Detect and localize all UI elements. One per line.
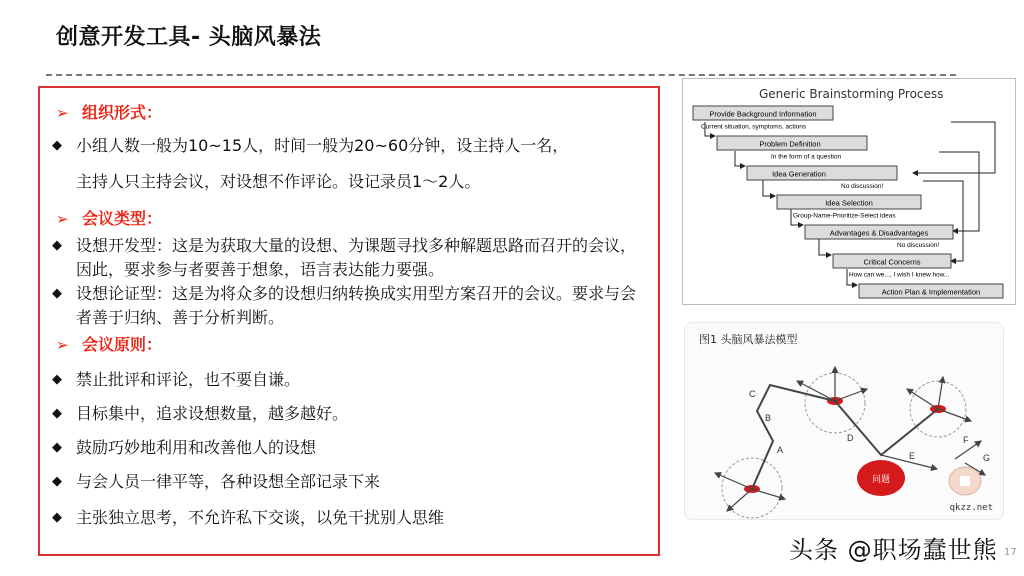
path-letter: A (777, 445, 784, 455)
step-note: How can we..., I wish I knew how... (849, 271, 950, 279)
bullet-item: ◆ 主张独立思考，不允许私下交谈，以免干扰别人思维 (52, 506, 642, 530)
bullet-item: ◆ 禁止批评和评论，也不要自谦。 (52, 368, 642, 392)
path-letter: E (909, 451, 916, 461)
section-title-format: ➢ 组织形式： (56, 103, 163, 122)
step-label: Idea Selection (825, 198, 873, 208)
diamond-bullet-icon: ◆ (52, 138, 62, 153)
arrow-icon: ➢ (56, 336, 69, 354)
arrow-icon: ➢ (56, 210, 69, 228)
page-title: 创意开发工具- 头脑风暴法 (56, 25, 322, 50)
step-label: Advantages & Disadvantages (829, 228, 929, 238)
diamond-bullet-icon: ◆ (52, 510, 62, 525)
bullet-item: ◆ 目标集中，追求设想数量，越多越好。 (52, 402, 642, 426)
process-flow (683, 79, 1015, 304)
path-letter: D (847, 433, 854, 443)
arrow-icon: ➢ (56, 104, 69, 122)
content-panel (38, 86, 660, 556)
brainstorming-process-diagram (682, 78, 1016, 305)
step-note: In the form of a question (771, 153, 842, 161)
step-note: Current situation, symptoms, actions (701, 123, 807, 131)
diamond-bullet-icon: ◆ (52, 440, 62, 455)
source-label: qkzz.net (949, 503, 993, 513)
path-letter: C (749, 389, 756, 399)
bullet-item: ◆ 鼓励巧妙地利用和改善他人的设想 (52, 436, 642, 460)
page-number: 17 (1004, 547, 1017, 558)
brainstorming-model-figure (684, 322, 1004, 520)
diamond-bullet-icon: ◆ (52, 286, 62, 301)
diamond-bullet-icon: ◆ (52, 238, 62, 253)
bullet-item: ◆ 小组人数一般为10~15人，时间一般为20~60分钟，设主持人一名， (52, 134, 642, 158)
bullet-item: ◆ 设想论证型：这是为将众多的设想归纳转换成实用型方案召开的会议。要求与会者善于归纳、善于分析判断。 (52, 284, 637, 327)
step-note: No discussion! (897, 242, 940, 249)
step-label: Action Plan & Implementation (881, 287, 981, 297)
diamond-bullet-icon: ◆ (52, 372, 62, 387)
section-title-types: ➢ 会议类型： (56, 209, 163, 228)
model-network (685, 323, 1003, 519)
step-label: Problem Definition (759, 139, 821, 149)
section-title-principles: ➢ 会议原则： (56, 335, 163, 354)
step-label: Idea Generation (772, 169, 826, 179)
diamond-bullet-icon: ◆ (52, 406, 62, 421)
diamond-bullet-icon: ◆ (52, 474, 62, 489)
diagram-title: Generic Brainstorming Process (759, 87, 944, 101)
step-label: Critical Concerns (863, 257, 921, 267)
step-note: No discussion! (841, 183, 884, 190)
path-letter: F (963, 435, 969, 445)
step-note: Group-Name-Prioritize-Select ideas (793, 212, 896, 220)
path-letter: B (765, 413, 772, 423)
step-label: Provide Background Information (709, 109, 817, 119)
bullet-item: ◆ 与会人员一律平等，各种设想全部记录下来 (52, 470, 642, 494)
figure-caption: 图1 头脑风暴法模型 (699, 333, 798, 346)
bullet-item: ◆ 设想开发型：这是为获取大量的设想、为课题寻找多种解题思路而召开的会议，因此，要求参与者要善于想象，语言表达能力要强。 (52, 236, 637, 279)
title-divider (46, 74, 956, 76)
secondary-node-icon (960, 476, 970, 486)
bullet-continuation: 主持人只主持会议，对设想不作评论。设记录员1～2人。 (76, 172, 481, 191)
path-letter: G (983, 453, 991, 463)
problem-label: 问题 (871, 474, 891, 484)
watermark: 头条 @职场蠢世熊 (789, 536, 998, 564)
